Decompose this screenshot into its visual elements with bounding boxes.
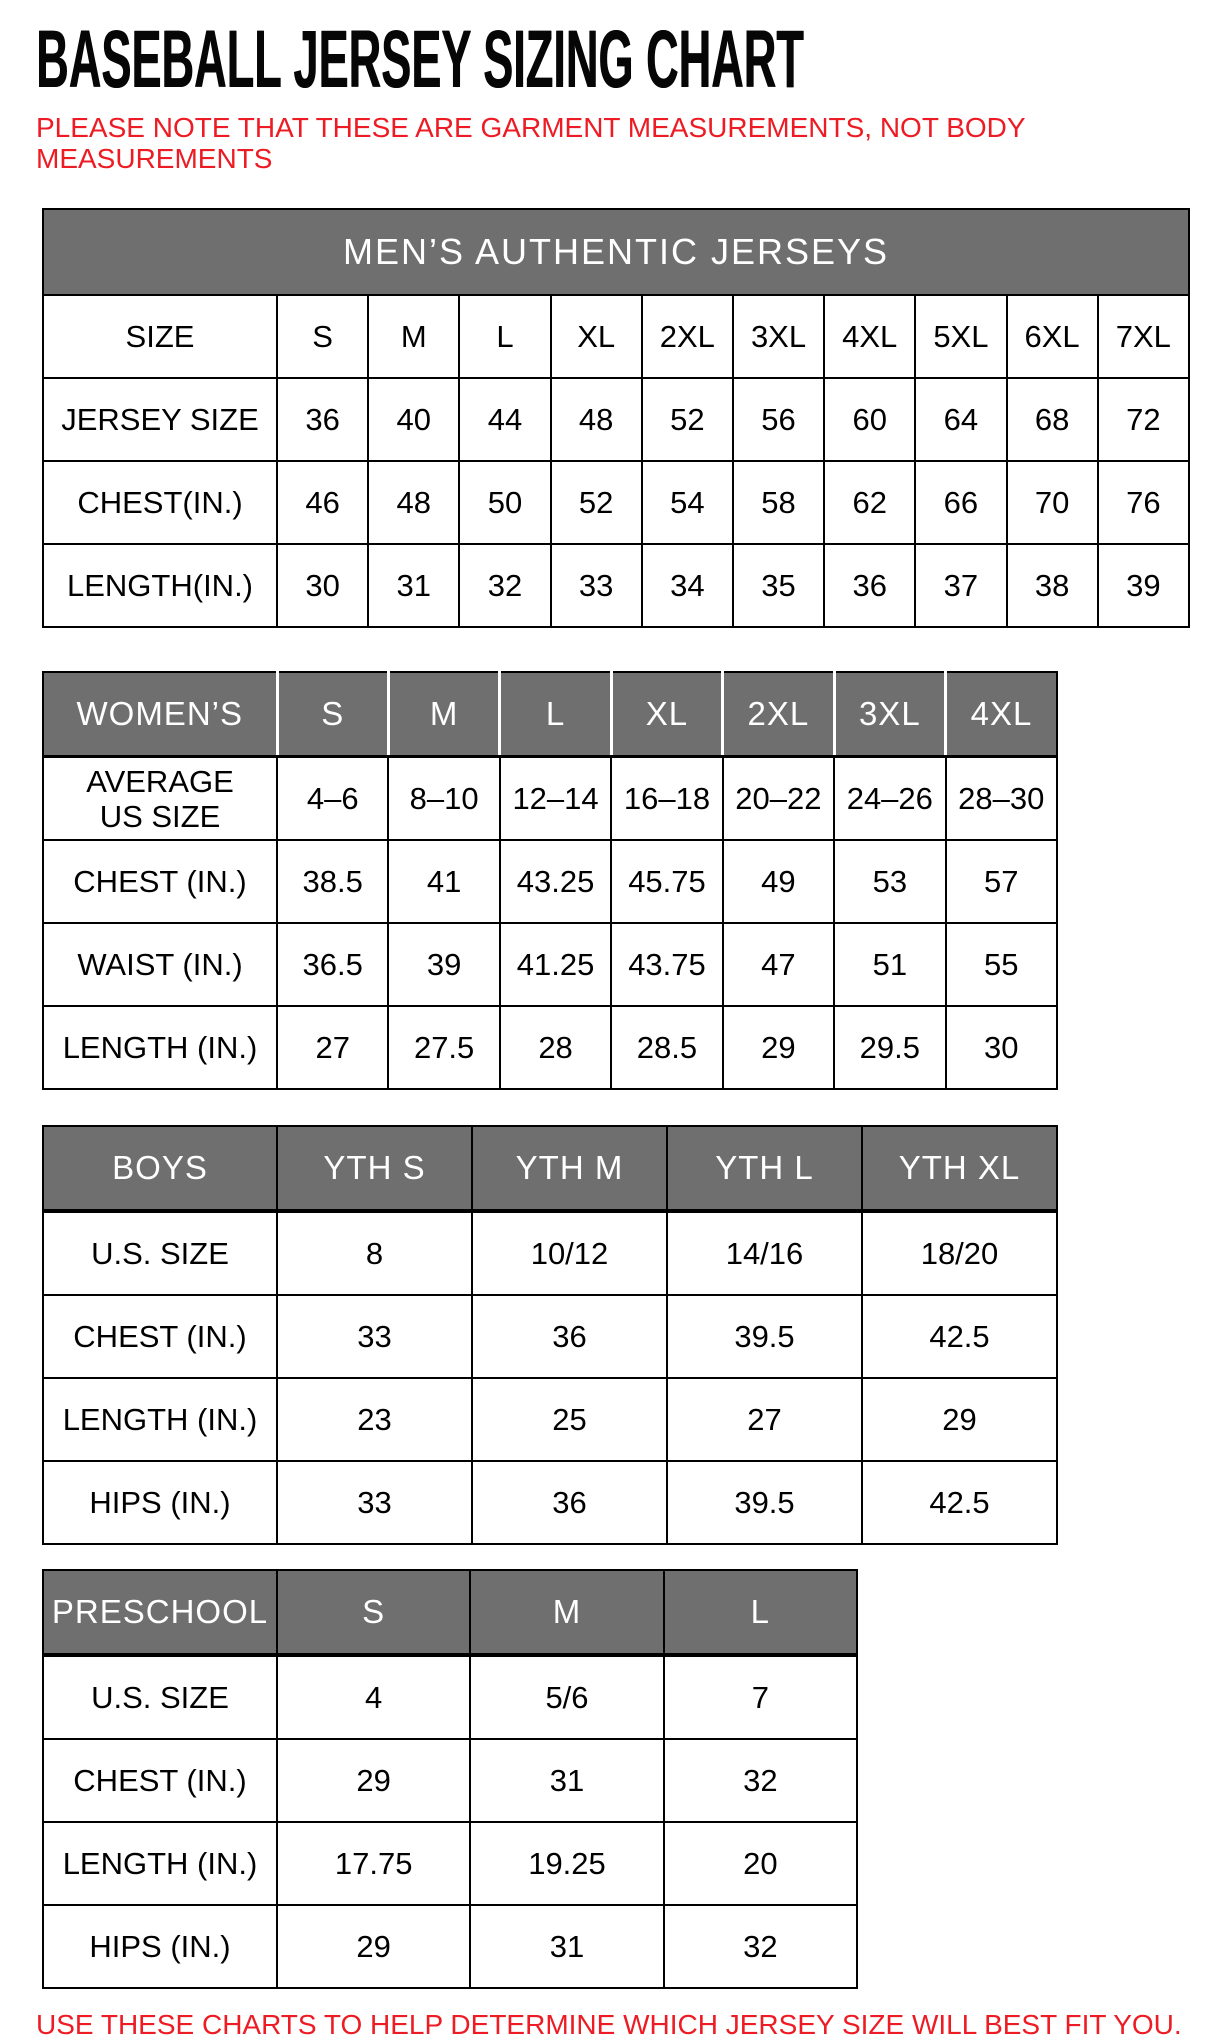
table-cell: 43.25 <box>500 840 611 923</box>
table-cell: 39 <box>1098 544 1189 627</box>
table-cell: 4 <box>277 1655 470 1739</box>
table-cell: 12–14 <box>500 757 611 841</box>
mens-length-row <box>43 544 1189 627</box>
table-cell: 8 <box>277 1211 472 1295</box>
table-cell: 39.5 <box>667 1295 862 1378</box>
table-cell: 41.25 <box>500 923 611 1006</box>
mens-size-row <box>43 295 1189 378</box>
column-header: YTH XL <box>862 1126 1057 1211</box>
row-label: U.S. SIZE <box>43 1655 277 1739</box>
table-cell: 2XL <box>642 295 733 378</box>
table-cell: 40 <box>368 378 459 461</box>
row-label: CHEST (IN.) <box>43 1295 277 1378</box>
boys-sizing-table <box>42 1125 1058 1545</box>
table-cell: 76 <box>1098 461 1189 544</box>
table-cell: 57 <box>946 840 1057 923</box>
page: BASEBALL JERSEY SIZING CHART PLEASE NOTE THAT THESE ARE GARMENT MEASUREMENTS, NOT BODY MEASUREMENTS MEN’S AUTHENTIC JERSEYS SIZE S M L XL 2XL 3XL 4XL 5XL 6XL 7XL JERSEY SIZE 36 40 44 48 52 56 60 64 68 72 CHEST(IN.) 46 48 50 52 54 58 62 66 70 76 LENGTH(IN.) 30 31 32 33 34 35 36 37 38 39 WOMEN’S S M L XL 2XL 3XL 4XL AVERAGE US SIZE 4–6 8–10 12–14 16–18 20–22 24–26 28–30 CHEST (IN.) 38.5 41 43.25 45.75 49 53 57 WAIST (IN.) 36.5 39 41.25 43.75 47 51 55 LENGTH (IN.) 27 27.5 28 28.5 29 29.5 30 BOYS YTH S YTH M YTH L YTH XL U.S. SIZE 8 10/12 14/16 18/20 CHEST (IN.) 33 36 39.5 42.5 LENGTH (IN.) 23 25 27 29 HIPS (IN.) 33 36 39.5 42.5 PRESCHOOL S M L U.S. SIZE 4 5/6 7 CHEST (IN.) 29 31 32 LENGTH (IN.) 17.75 19.25 20 HIPS (IN.) 29 31 32 USE THESE CHARTS TO HELP DETERMINE WHICH JERSEY SIZE WILL BEST FIT YOU. <box>0 0 1220 2041</box>
table-cell: 39.5 <box>667 1461 862 1544</box>
table-cell: 27.5 <box>388 1006 499 1089</box>
table-cell: 45.75 <box>611 840 722 923</box>
preschool-hips-row <box>43 1905 857 1988</box>
table-cell: 20 <box>664 1822 857 1905</box>
table-cell: XL <box>551 295 642 378</box>
table-cell: 48 <box>551 378 642 461</box>
table-cell: 6XL <box>1007 295 1098 378</box>
womens-header-row <box>43 672 1057 757</box>
womens-chest-row <box>43 840 1057 923</box>
table-cell: 19.25 <box>470 1822 663 1905</box>
table-cell: 42.5 <box>862 1295 1057 1378</box>
table-cell: 30 <box>277 544 368 627</box>
table-cell: 52 <box>642 378 733 461</box>
table-cell: 20–22 <box>723 757 834 841</box>
garment-measurement-note <box>36 112 1220 174</box>
table-cell: 34 <box>642 544 733 627</box>
column-header: L <box>664 1570 857 1655</box>
table-cell: 55 <box>946 923 1057 1006</box>
table-cell: 31 <box>470 1739 663 1822</box>
column-header: S <box>277 672 388 757</box>
table-cell: 7 <box>664 1655 857 1739</box>
table-cell: 28–30 <box>946 757 1057 841</box>
table-cell: 29 <box>277 1905 470 1988</box>
table-cell: 66 <box>915 461 1006 544</box>
mens-banner-row <box>43 209 1189 295</box>
table-cell: 27 <box>667 1378 862 1461</box>
boys-hips-row <box>43 1461 1057 1544</box>
table-cell: 49 <box>723 840 834 923</box>
preschool-us-size-row <box>43 1655 857 1739</box>
mens-sizing-table <box>42 208 1190 628</box>
preschool-table-title: PRESCHOOL <box>43 1570 277 1655</box>
womens-table-title: WOMEN’S <box>43 672 277 757</box>
womens-sizing-table <box>42 671 1058 1090</box>
table-cell: 44 <box>459 378 550 461</box>
womens-us-size-row <box>43 757 1057 841</box>
column-header: M <box>470 1570 663 1655</box>
table-cell: 29 <box>723 1006 834 1089</box>
table-cell: 29 <box>277 1739 470 1822</box>
womens-waist-row <box>43 923 1057 1006</box>
row-label-line-2: US SIZE <box>99 798 221 834</box>
row-label: CHEST(IN.) <box>43 461 277 544</box>
table-cell: 36 <box>277 378 368 461</box>
table-cell: 5XL <box>915 295 1006 378</box>
table-cell: 32 <box>664 1905 857 1988</box>
table-cell: 35 <box>733 544 824 627</box>
table-cell: 68 <box>1007 378 1098 461</box>
row-label: LENGTH (IN.) <box>43 1378 277 1461</box>
row-label: HIPS (IN.) <box>43 1905 277 1988</box>
table-cell: 56 <box>733 378 824 461</box>
table-cell: 25 <box>472 1378 667 1461</box>
table-cell: 17.75 <box>277 1822 470 1905</box>
column-header: M <box>388 672 499 757</box>
row-label: CHEST (IN.) <box>43 1739 277 1822</box>
row-label: WAIST (IN.) <box>43 923 277 1006</box>
table-cell: 42.5 <box>862 1461 1057 1544</box>
table-cell: 41 <box>388 840 499 923</box>
table-cell: 36 <box>472 1295 667 1378</box>
table-cell: 46 <box>277 461 368 544</box>
table-cell: 24–26 <box>834 757 945 841</box>
table-cell: 3XL <box>733 295 824 378</box>
table-cell: 33 <box>277 1461 472 1544</box>
table-cell: 58 <box>733 461 824 544</box>
row-label <box>43 757 277 841</box>
boys-table-title: BOYS <box>43 1126 277 1211</box>
column-header: S <box>277 1570 470 1655</box>
table-cell: 38 <box>1007 544 1098 627</box>
table-cell: 48 <box>368 461 459 544</box>
table-cell: 4–6 <box>277 757 388 841</box>
row-label: LENGTH (IN.) <box>43 1006 277 1089</box>
table-cell: 37 <box>915 544 1006 627</box>
table-cell: 60 <box>824 378 915 461</box>
table-cell: 4XL <box>824 295 915 378</box>
column-header: 2XL <box>723 672 834 757</box>
table-cell: 70 <box>1007 461 1098 544</box>
table-cell: 47 <box>723 923 834 1006</box>
table-cell: S <box>277 295 368 378</box>
table-cell: 10/12 <box>472 1211 667 1295</box>
table-cell: 39 <box>388 923 499 1006</box>
boys-chest-row <box>43 1295 1057 1378</box>
boys-header-row <box>43 1126 1057 1211</box>
table-cell: 72 <box>1098 378 1189 461</box>
table-cell: 51 <box>834 923 945 1006</box>
boys-us-size-row <box>43 1211 1057 1295</box>
row-label: LENGTH(IN.) <box>43 544 277 627</box>
table-cell: 29.5 <box>834 1006 945 1089</box>
column-header: YTH L <box>667 1126 862 1211</box>
table-cell: 5/6 <box>470 1655 663 1739</box>
table-cell: M <box>368 295 459 378</box>
table-cell: 52 <box>551 461 642 544</box>
column-header: XL <box>611 672 722 757</box>
row-label: SIZE <box>43 295 277 378</box>
table-cell: 33 <box>551 544 642 627</box>
table-cell: 32 <box>664 1739 857 1822</box>
table-cell: 36.5 <box>277 923 388 1006</box>
table-cell: 28 <box>500 1006 611 1089</box>
column-header: 3XL <box>834 672 945 757</box>
note-line-1: PLEASE NOTE THAT THESE ARE GARMENT MEASUREMENTS, NOT BODY <box>36 112 1026 143</box>
table-cell: 18/20 <box>862 1211 1057 1295</box>
column-header: YTH M <box>472 1126 667 1211</box>
table-cell: 29 <box>862 1378 1057 1461</box>
column-header: YTH S <box>277 1126 472 1211</box>
table-cell: 28.5 <box>611 1006 722 1089</box>
row-label-line-1: AVERAGE <box>86 763 234 799</box>
table-cell: 36 <box>824 544 915 627</box>
mens-table-banner: MEN’S AUTHENTIC JERSEYS <box>43 209 1189 295</box>
column-header: 4XL <box>946 672 1057 757</box>
mens-chest-row <box>43 461 1189 544</box>
mens-jersey-size-row <box>43 378 1189 461</box>
table-cell: 54 <box>642 461 733 544</box>
table-cell: 38.5 <box>277 840 388 923</box>
preschool-sizing-table <box>42 1569 858 1989</box>
table-cell: 36 <box>472 1461 667 1544</box>
table-cell: 43.75 <box>611 923 722 1006</box>
table-cell: 53 <box>834 840 945 923</box>
preschool-header-row <box>43 1570 857 1655</box>
table-cell: 50 <box>459 461 550 544</box>
table-cell: L <box>459 295 550 378</box>
table-cell: 27 <box>277 1006 388 1089</box>
table-cell: 8–10 <box>388 757 499 841</box>
row-label: JERSEY SIZE <box>43 378 277 461</box>
table-cell: 33 <box>277 1295 472 1378</box>
preschool-length-row <box>43 1822 857 1905</box>
womens-length-row <box>43 1006 1057 1089</box>
fit-advice-note: USE THESE CHARTS TO HELP DETERMINE WHICH JERSEY SIZE WILL BEST FIT YOU. <box>36 2009 1182 2040</box>
table-cell: 32 <box>459 544 550 627</box>
table-cell: 62 <box>824 461 915 544</box>
column-header: L <box>500 672 611 757</box>
table-cell: 14/16 <box>667 1211 862 1295</box>
table-cell: 7XL <box>1098 295 1189 378</box>
table-cell: 64 <box>915 378 1006 461</box>
table-cell: 31 <box>470 1905 663 1988</box>
preschool-chest-row <box>43 1739 857 1822</box>
row-label: HIPS (IN.) <box>43 1461 277 1544</box>
row-label: CHEST (IN.) <box>43 840 277 923</box>
table-cell: 23 <box>277 1378 472 1461</box>
table-cell: 16–18 <box>611 757 722 841</box>
row-label: U.S. SIZE <box>43 1211 277 1295</box>
row-label: LENGTH (IN.) <box>43 1822 277 1905</box>
note-line-2: MEASUREMENTS <box>36 143 273 174</box>
table-cell: 31 <box>368 544 459 627</box>
boys-length-row <box>43 1378 1057 1461</box>
table-cell: 30 <box>946 1006 1057 1089</box>
